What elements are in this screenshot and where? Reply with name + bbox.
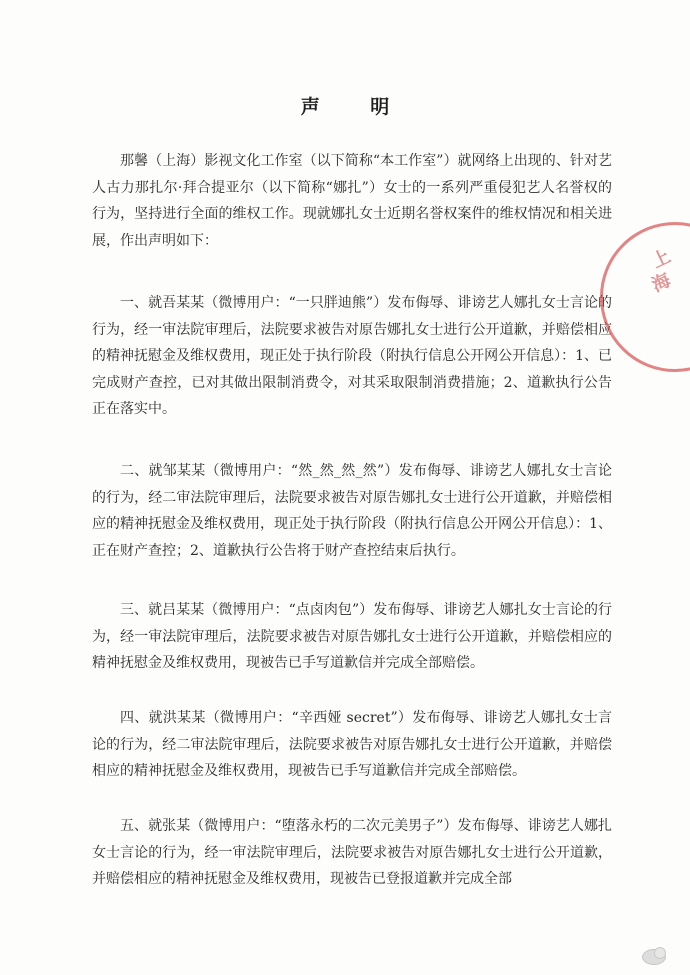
item-paragraph-2: 二、就邹某某（微博用户：“然_然_然_然”）发布侮辱、诽谤艺人娜扎女士言论的行为，经二审法院审理后，法院要求被告对原告娜扎女士进行公开道歉，并赔偿相应的精神抚慰金及维权费用，现正处于执行阶段（附执行信息公开网公开信息）：1、正在财产查控；2、道歉执行公告将于财产查控结束后执行。 <box>92 463 612 559</box>
item-paragraph-4: 四、就洪某某（微博用户：“辛西娅 secret”）发布侮辱、诽谤艺人娜扎女士言论的行为，经二审法院审理后，法院要求被告对原告娜扎女士进行公开道歉，并赔偿相应的精神抚慰金及维权费用，现被告已手写道歉信并完成全部赔偿。 <box>92 710 612 779</box>
item-paragraph-5: 五、就张某（微博用户：“堕落永朽的二次元美男子”）发布侮辱、诽谤艺人娜扎女士言论的行为，经一审法院审理后，法院要求被告对原告娜扎女士进行公开道歉，并赔偿相应的精神抚慰金及维权费用，现被告已登报道歉并完成全部 <box>92 818 612 887</box>
item-paragraph-1: 一、就吾某某（微博用户：“一只胖迪熊”）发布侮辱、诽谤艺人娜扎女士言论的行为，经一审法院审理后，法院要求被告对原告娜扎女士进行公开道歉，并赔偿相应的精神抚慰金及维权费用，现正处于执行阶段（附执行信息公开网公开信息）：1、已完成财产查控，已对其做出限制消费令，对其采取限制消费措施；2、道歉执行公告正在落实中。 <box>92 295 612 417</box>
seal-glyph: 上 <box>648 245 674 273</box>
weibo-logo-icon <box>640 945 674 967</box>
weibo-watermark <box>640 945 674 967</box>
seal-lettering <box>648 245 682 345</box>
item-paragraph-3: 三、就吕某某（微博用户：“点卤肉包”）发布侮辱、诽谤艺人娜扎女士言论的行为，经一审法院审理后，法院要求被告对原告娜扎女士进行公开道歉，并赔偿相应的精神抚慰金及维权费用，现被告已手写道歉信并完成全部赔偿。 <box>92 602 612 671</box>
document-title: 声 明 <box>300 96 412 118</box>
intro-paragraph: 那馨（上海）影视文化工作室（以下简称“本工作室”）就网络上出现的、针对艺人古力那扎尔·拜合提亚尔（以下简称“娜扎”）女士的一系列严重侵犯艺人名誉权的行为，坚持进行全面的维权工作。现就娜扎女士近期名誉权案件的维权情况和相关进展，作出声明如下： <box>92 153 612 249</box>
seal-glyph: 海 <box>648 269 674 297</box>
